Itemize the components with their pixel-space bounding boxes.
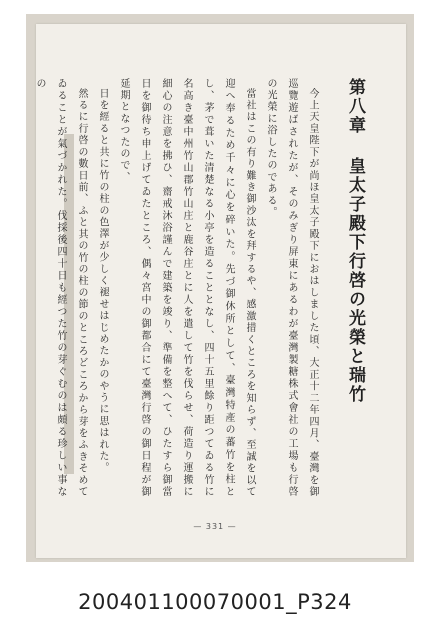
paragraph: 今上天皇陛下が尚ほ皇太子殿下におはしました頃、大正十二年四月、臺灣を御巡覽遊ばされたが、そのみぎり屏東にあるわが臺灣製糖株式會社の工場も行啓の光榮に浴したのである。	[265, 78, 318, 498]
image-caption: 200401100070001_P324	[78, 590, 352, 614]
section-title: 皇太子殿下行啓の光榮と瑞竹	[345, 156, 365, 404]
page-number: — 331 —	[193, 522, 237, 531]
vertical-text-block	[34, 78, 368, 498]
section-heading	[343, 78, 368, 498]
paragraph: 然るに行啓の數日前、ふと其の竹の柱の節のところどころから芽をふきそめてゐることが氣づかれた。伐採後四十日も經つた竹の芽ぐむのは頗る珍しい事なの	[34, 78, 87, 498]
chapter-title: 第八章	[345, 78, 365, 135]
paragraph: 當社はこの有り難き御沙汰を拜するや、感激措くところを知らず、至誠を以て迎へ奉るため千々に心を碎いた。先づ御休所として、臺灣特產の蕃竹を柱とし、茅で葺いた清楚なる小亭を造ることとなし、四十五里餘り距つてゐる竹に名高き臺中州竹山郡竹山庄と鹿谷庄とに人を遣して竹を伐らせ、荷造り運搬に細心の注意を拂ひ、齋戒沐浴謹んで建築を竣り、準備を整へて、ひたすら御當日を御待ち申上げてゐたところ、偶々宮中の御都合にて臺灣行啓の御日程が御延期となつたので、	[118, 78, 255, 498]
paragraph: 日を經ると共に竹の柱の色澤が少しく褪せはじめたかのやうに思はれた。	[97, 88, 108, 475]
